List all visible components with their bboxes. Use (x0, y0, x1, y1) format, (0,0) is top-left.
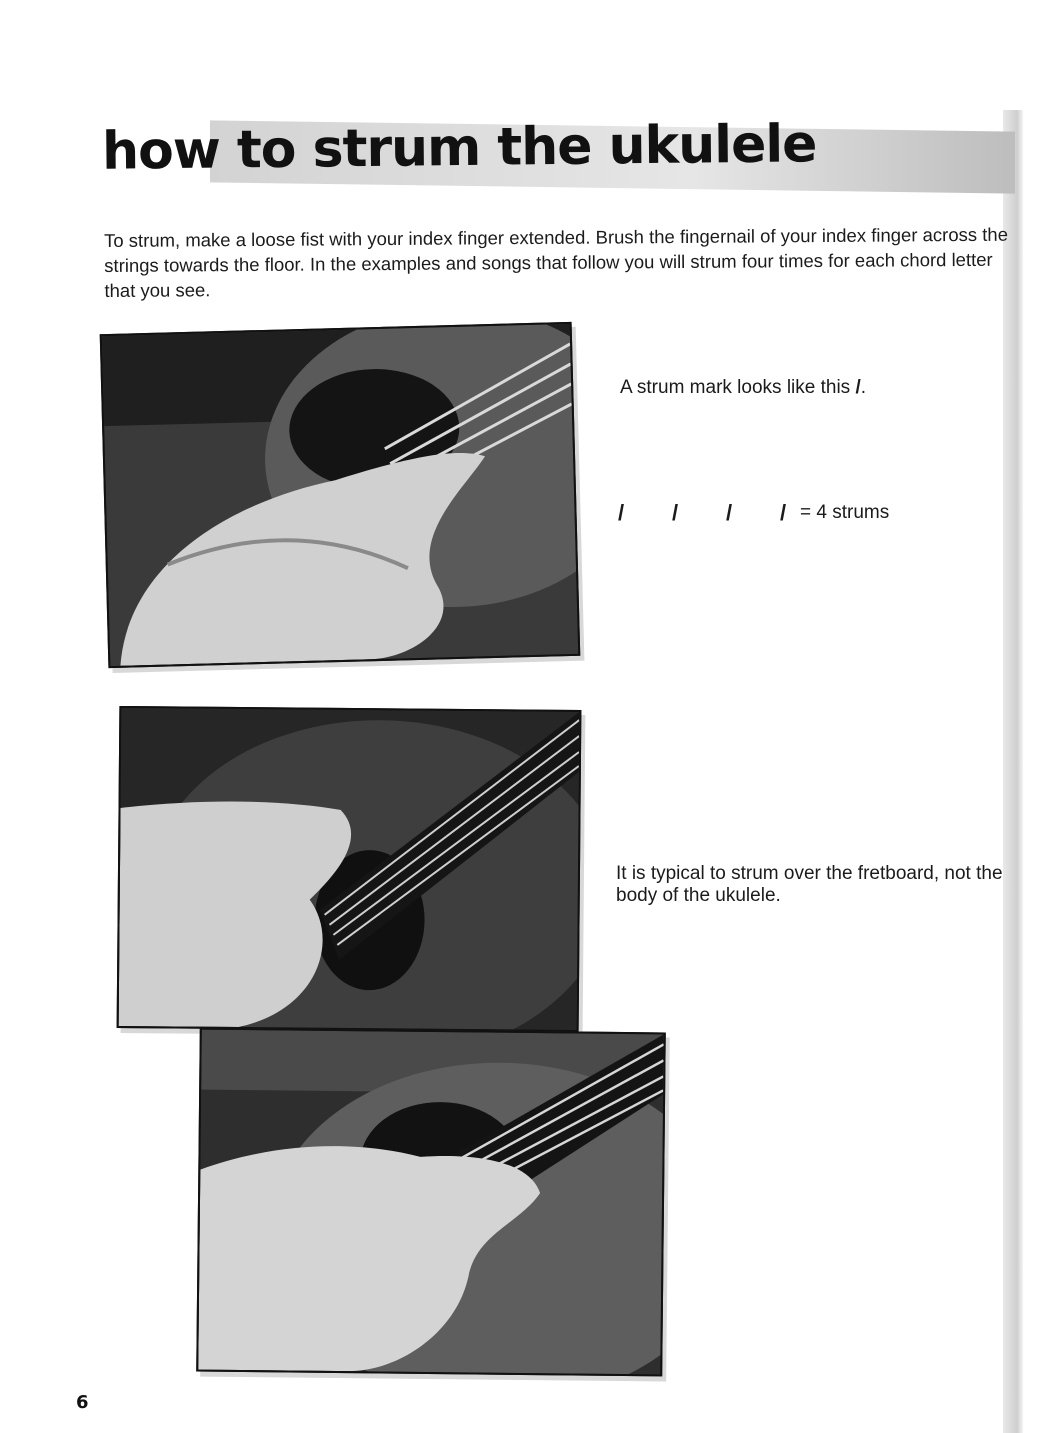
photo-strum-body (196, 1028, 666, 1377)
strum-mark-caption-text: A strum mark looks like this (620, 377, 851, 398)
strum-mark-4: / (780, 500, 787, 525)
strum-mark-2: / (672, 500, 679, 525)
page-number: 6 (76, 1392, 89, 1413)
photo-strum-fretboard (117, 706, 582, 1032)
strum-example (618, 500, 889, 526)
strum-mark-1: / (618, 500, 625, 525)
fretboard-caption: It is typical to strum over the fretboard, not the body of the ukulele. (616, 863, 1003, 906)
photo-strum-hand-1 (100, 322, 581, 668)
strum-mark-3: / (726, 500, 733, 525)
intro-paragraph: To strum, make a loose fist with your index finger extended. Brush the fingernail of your index finger across the strings towards the floor. In the examples and songs that follow you will strum four times for each chord letter that you see. (104, 223, 1009, 301)
page-edge-shadow (1003, 110, 1023, 1433)
strum-example-label: = 4 strums (800, 502, 890, 523)
page-title: how to strum the ukulele (101, 114, 817, 182)
strum-mark-caption: A strum mark looks like this /. (620, 377, 867, 398)
strum-mark-glyph: / (855, 377, 861, 398)
